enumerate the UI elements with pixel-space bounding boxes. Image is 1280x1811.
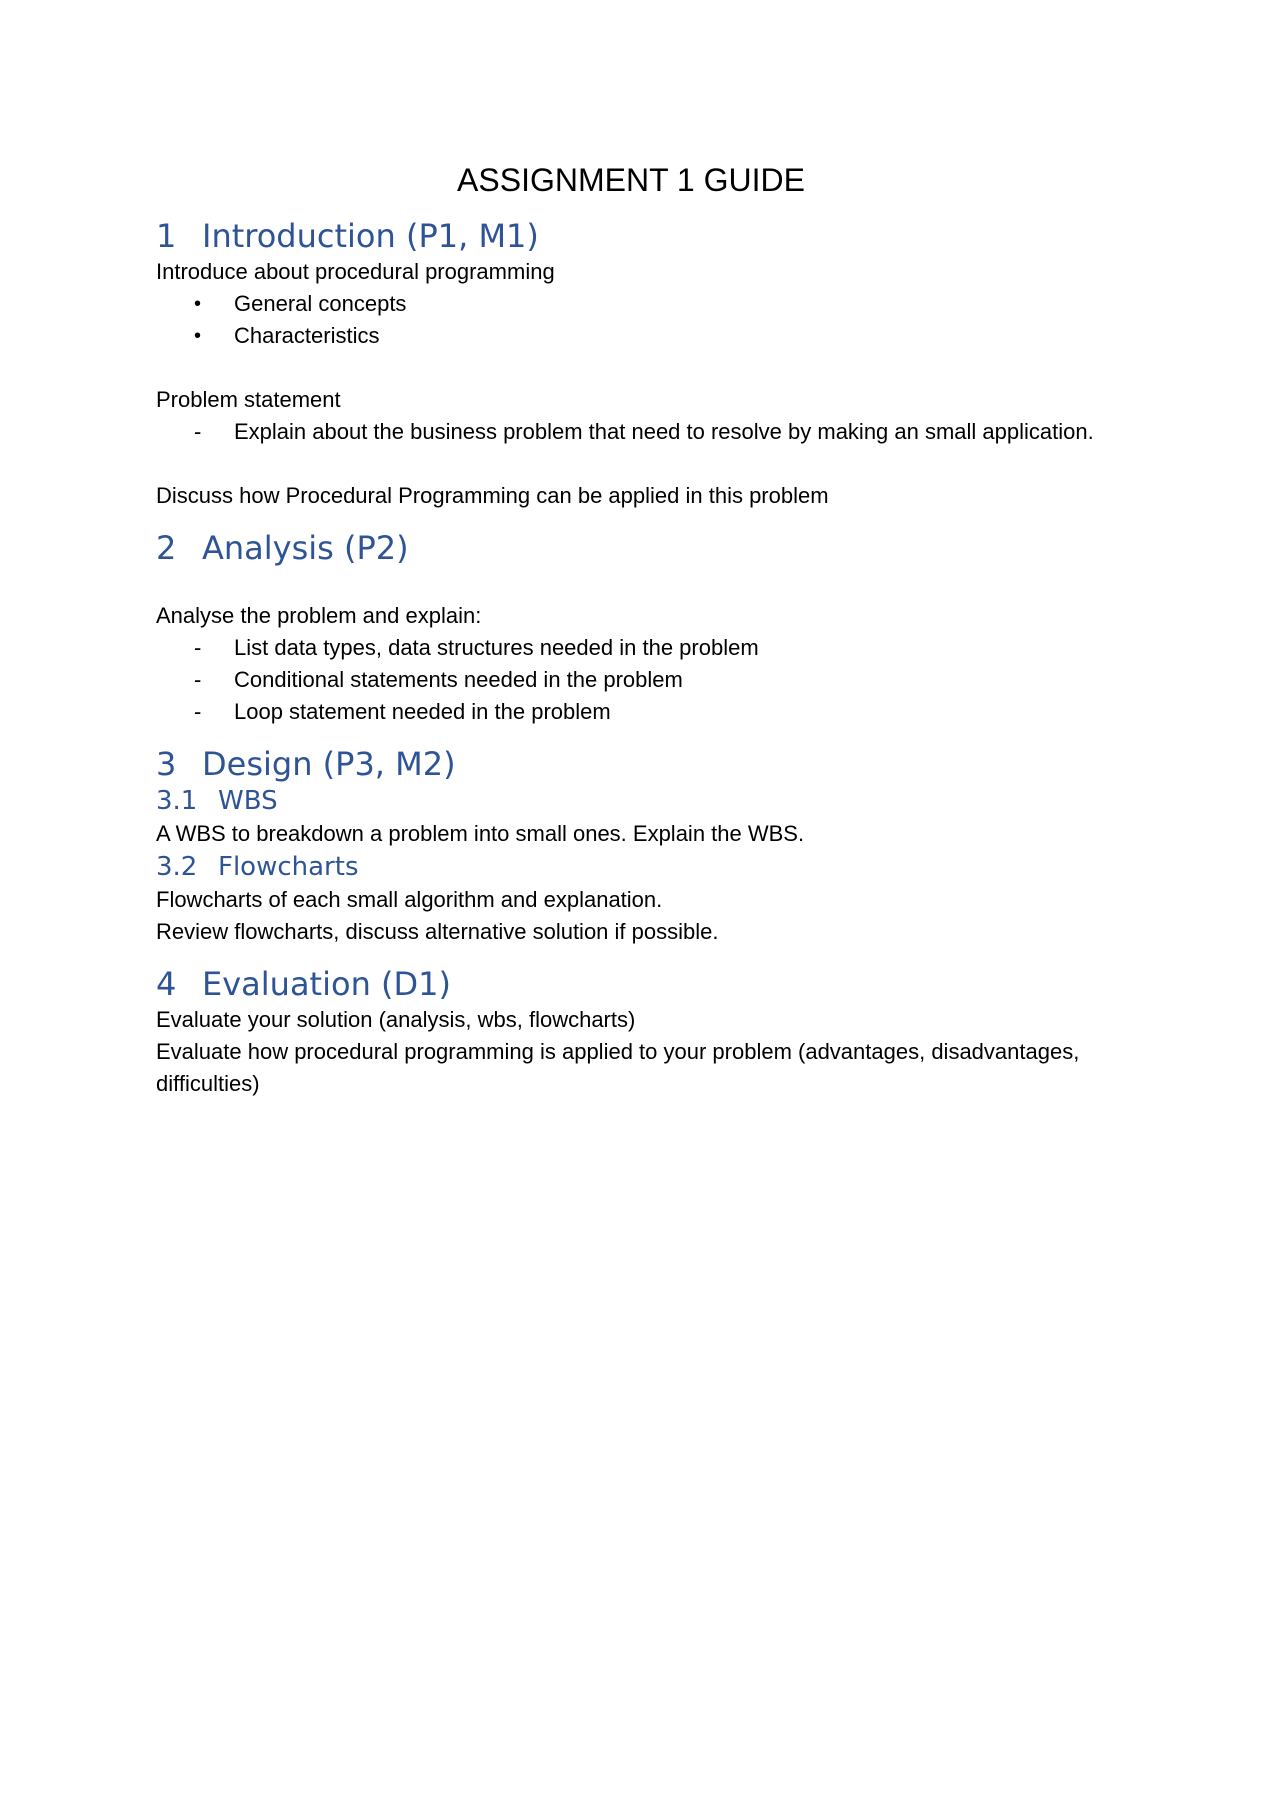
subsection-heading-flowcharts bbox=[156, 850, 1116, 884]
section-number: 2 bbox=[156, 529, 177, 567]
section-title: Analysis (P2) bbox=[202, 529, 409, 567]
bullet-icon: • bbox=[194, 293, 202, 315]
subsection-number: 3.1 bbox=[156, 786, 198, 816]
dash-icon: - bbox=[194, 699, 202, 724]
problem-statement-label: Problem statement bbox=[156, 387, 341, 412]
dash-icon: - bbox=[194, 419, 202, 444]
dash-icon: - bbox=[194, 667, 202, 692]
document-body bbox=[156, 160, 1116, 1100]
section-title: Introduction (P1, M1) bbox=[202, 217, 539, 255]
bullet-icon: • bbox=[194, 325, 202, 347]
section-heading-introduction bbox=[156, 216, 1116, 256]
list-item-text: Conditional statements needed in the problem bbox=[234, 667, 683, 692]
subsection-heading-wbs bbox=[156, 784, 1116, 818]
section-heading-evaluation bbox=[156, 964, 1116, 1004]
list-item bbox=[156, 416, 1116, 448]
evaluation-paragraph: Evaluate your solution (analysis, wbs, flowcharts) bbox=[156, 1007, 636, 1032]
section-heading-design bbox=[156, 744, 1116, 784]
flowcharts-paragraph: Flowcharts of each small algorithm and explanation. bbox=[156, 887, 663, 912]
list-item-text: Explain about the business problem that need to resolve by making an small application. bbox=[234, 419, 1094, 444]
list-item-text: List data types, data structures needed in the problem bbox=[234, 635, 759, 660]
analysis-list bbox=[156, 632, 1116, 728]
analysis-intro: Analyse the problem and explain: bbox=[156, 603, 482, 628]
list-item bbox=[156, 632, 1116, 664]
subsection-title: WBS bbox=[218, 786, 278, 816]
section-title: Evaluation (D1) bbox=[202, 965, 451, 1003]
subsection-title: Flowcharts bbox=[218, 852, 359, 882]
section-number: 4 bbox=[156, 965, 177, 1003]
list-item bbox=[156, 288, 1116, 320]
section-number: 3 bbox=[156, 745, 177, 783]
list-item-text: General concepts bbox=[234, 291, 407, 316]
evaluation-paragraph-2: Evaluate how procedural programming is applied to your problem (advantages, disadvantages, difficulties) bbox=[156, 1039, 1080, 1096]
list-item bbox=[156, 664, 1116, 696]
section-heading-analysis bbox=[156, 528, 1116, 568]
subsection-number: 3.2 bbox=[156, 852, 198, 882]
section-title: Design (P3, M2) bbox=[202, 745, 456, 783]
wbs-paragraph: A WBS to breakdown a problem into small ones. Explain the WBS. bbox=[156, 821, 805, 846]
section-number: 1 bbox=[156, 217, 177, 255]
flowcharts-review-paragraph: Review flowcharts, discuss alternative solution if possible. bbox=[156, 919, 719, 944]
list-item-text: Characteristics bbox=[234, 323, 380, 348]
dash-icon: - bbox=[194, 635, 202, 660]
problem-list bbox=[156, 416, 1116, 448]
list-item bbox=[156, 696, 1116, 728]
list-item-text: Loop statement needed in the problem bbox=[234, 699, 611, 724]
intro-bullet-list bbox=[156, 288, 1116, 352]
discuss-paragraph: Discuss how Procedural Programming can be applied in this problem bbox=[156, 483, 829, 508]
list-item bbox=[156, 320, 1116, 352]
document-title: ASSIGNMENT 1 GUIDE bbox=[457, 162, 805, 198]
intro-paragraph: Introduce about procedural programming bbox=[156, 259, 555, 284]
